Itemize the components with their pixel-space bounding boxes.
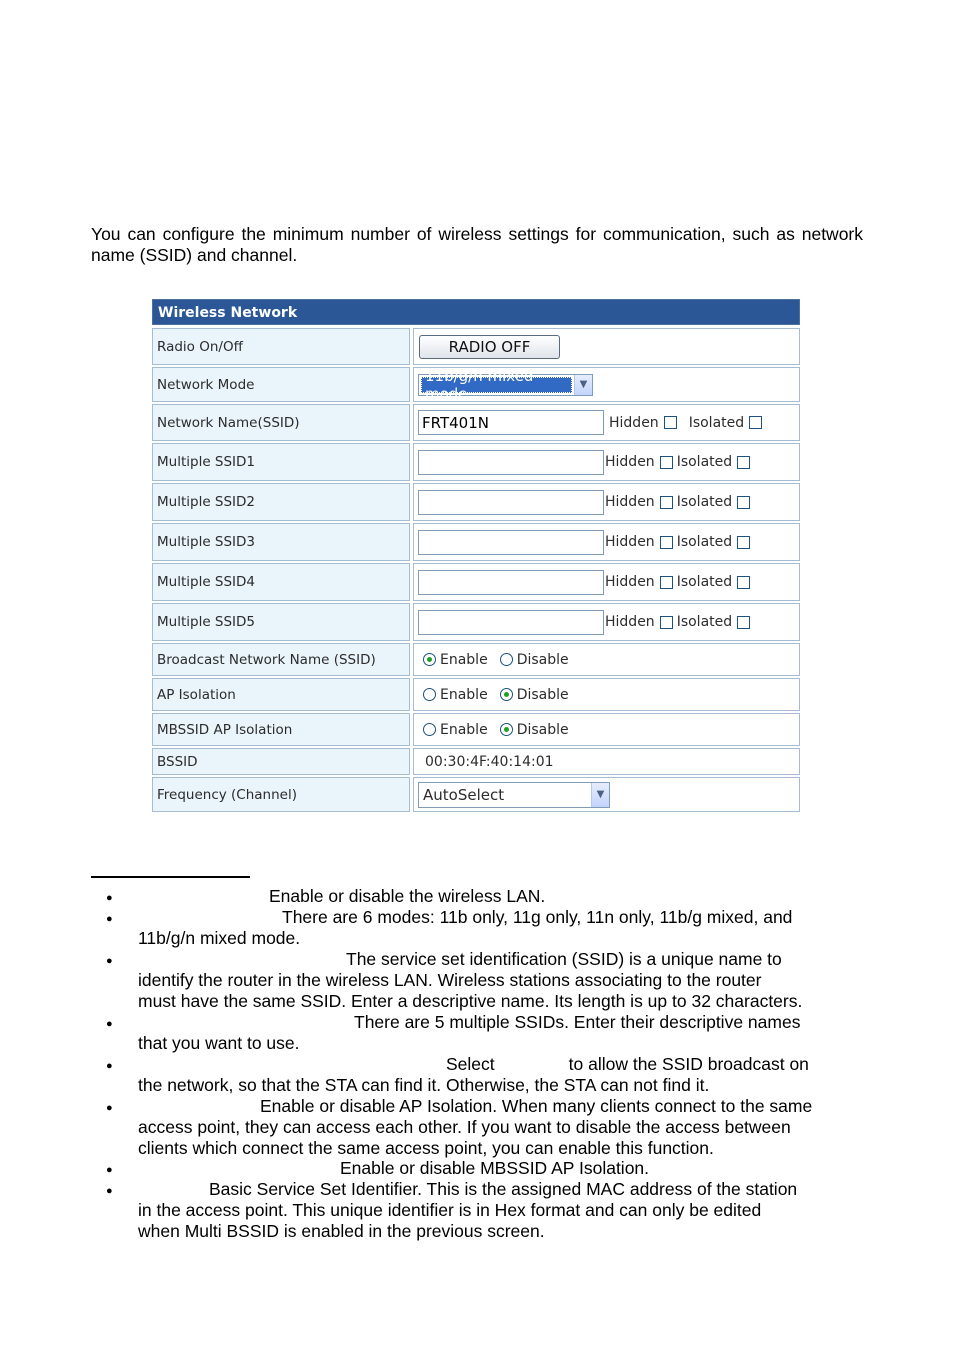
mbssid-isolation-label: MBSSID AP Isolation — [152, 713, 410, 746]
radio-value-cell — [413, 328, 800, 365]
mbssid-isolation-disable-option[interactable] — [500, 722, 569, 738]
ap-isolation-disable-radio[interactable] — [500, 688, 513, 701]
desc-line: Enable or disable AP Isolation. When many clients connect to the same — [260, 1096, 813, 1116]
multiple-ssid3-hidden-checkbox[interactable] — [660, 536, 673, 549]
multiple-ssid3-row — [152, 523, 800, 561]
radio-row — [152, 328, 800, 365]
ap-isolation-enable-label: Enable — [440, 686, 488, 703]
ap-isolation-row — [152, 678, 800, 711]
multiple-ssid2-isolated-label: Isolated — [676, 494, 733, 510]
multiple-ssid3-isolated-label: Isolated — [676, 534, 733, 550]
frequency-label: Frequency (Channel) — [152, 777, 410, 812]
ssid-hidden-label: Hidden — [609, 414, 659, 431]
multiple-ssid1-label: Multiple SSID1 — [152, 443, 410, 481]
desc-line-rest: to allow the SSID broadcast on — [568, 1054, 809, 1074]
multiple-ssid1-row — [152, 443, 800, 481]
panel-title: Wireless Network — [152, 299, 800, 325]
frequency-value-cell — [413, 777, 800, 812]
multiple-ssid4-hidden-label: Hidden — [605, 574, 655, 590]
multiple-ssid1-isolated-label: Isolated — [676, 454, 733, 470]
mbssid-isolation-row — [152, 713, 800, 746]
broadcast-ssid-row — [152, 643, 800, 676]
mbssid-isolation-enable-option[interactable] — [423, 722, 488, 738]
ssid-input[interactable]: FRT401N — [418, 410, 604, 435]
desc-line: identify the router in the wireless LAN. Wireless stations associating to the router — [138, 969, 762, 990]
bullet-icon: ● — [106, 1060, 113, 1072]
multiple-ssid1-isolated-checkbox[interactable] — [737, 456, 750, 469]
desc-line: Enable or disable the wireless LAN. — [269, 886, 546, 906]
ssid-value-cell — [413, 404, 800, 441]
multiple-ssid4-row — [152, 563, 800, 601]
desc-ssid — [106, 949, 873, 1011]
bullet-icon: ● — [106, 892, 113, 904]
broadcast-ssid-value-cell — [413, 643, 800, 676]
mbssid-isolation-disable-radio[interactable] — [500, 723, 513, 736]
desc-line: in the access point. This unique identifier is in Hex format and can only be edited — [138, 1199, 762, 1220]
frequency-row — [152, 777, 800, 812]
desc-line: that you want to use. — [138, 1032, 300, 1053]
broadcast-enable-option[interactable] — [423, 652, 488, 668]
multiple-ssid4-label: Multiple SSID4 — [152, 563, 410, 601]
ssid-label: Network Name(SSID) — [152, 404, 410, 441]
network-mode-select[interactable] — [418, 366, 593, 403]
broadcast-disable-label: Disable — [516, 651, 569, 668]
radio-off-button[interactable]: RADIO OFF — [419, 335, 560, 359]
multiple-ssid2-input[interactable] — [418, 490, 604, 515]
desc-ap-isolation — [106, 1096, 873, 1158]
desc-select-word: Select — [446, 1054, 495, 1074]
desc-radio — [106, 886, 873, 907]
desc-multiple-ssid — [106, 1012, 873, 1054]
desc-line: The service set identification (SSID) is a unique name to — [346, 949, 782, 969]
network-mode-row — [152, 367, 800, 402]
chevron-down-icon: ▼ — [591, 783, 609, 807]
desc-line: access point, they can access each other. If you want to disable the access between — [138, 1116, 791, 1137]
desc-line: There are 6 modes: 11b only, 11g only, 11n only, 11b/g mixed, and — [282, 907, 793, 927]
multiple-ssid1-value-cell — [413, 443, 800, 481]
broadcast-disable-option[interactable] — [500, 652, 569, 668]
desc-line: Basic Service Set Identifier. This is the assigned MAC address of the station — [209, 1179, 798, 1199]
multiple-ssid1-hidden-checkbox[interactable] — [660, 456, 673, 469]
desc-line — [138, 1054, 873, 1075]
ap-isolation-value-cell — [413, 678, 800, 711]
desc-mbssid-isolation — [106, 1158, 873, 1179]
ssid-row — [152, 404, 800, 441]
bullet-icon: ● — [106, 1018, 113, 1030]
multiple-ssid5-value-cell — [413, 603, 800, 641]
bullet-icon: ● — [106, 955, 113, 967]
ap-isolation-disable-option[interactable] — [500, 687, 569, 703]
network-mode-value-cell — [413, 367, 800, 402]
intro-paragraph: You can configure the minimum number of wireless settings for communication, such as network name (SSID) and channel. — [91, 224, 863, 265]
multiple-ssid1-input[interactable] — [418, 450, 604, 475]
ssid-isolated-checkbox[interactable] — [749, 416, 762, 429]
desc-line: when Multi BSSID is enabled in the previous screen. — [138, 1220, 545, 1241]
multiple-ssid5-input[interactable] — [418, 610, 604, 635]
desc-line: must have the same SSID. Enter a descriptive name. Its length is up to 32 characters. — [138, 990, 803, 1011]
desc-broadcast — [106, 1054, 873, 1096]
bullet-icon: ● — [106, 1185, 113, 1197]
frequency-select[interactable] — [418, 782, 610, 808]
broadcast-disable-radio[interactable] — [500, 653, 513, 666]
multiple-ssid5-label: Multiple SSID5 — [152, 603, 410, 641]
multiple-ssid5-isolated-checkbox[interactable] — [737, 616, 750, 629]
multiple-ssid3-hidden-label: Hidden — [605, 534, 655, 550]
multiple-ssid2-row — [152, 483, 800, 521]
multiple-ssid3-isolated-checkbox[interactable] — [737, 536, 750, 549]
multiple-ssid5-hidden-checkbox[interactable] — [660, 616, 673, 629]
desc-line: clients which connect the same access point, you can enable this function. — [138, 1137, 714, 1158]
desc-line: 11b/g/n mixed mode. — [138, 927, 301, 948]
bssid-value-cell — [413, 748, 800, 775]
ap-isolation-enable-radio[interactable] — [423, 688, 436, 701]
wireless-network-panel — [152, 299, 800, 814]
multiple-ssid5-row — [152, 603, 800, 641]
multiple-ssid2-isolated-checkbox[interactable] — [737, 496, 750, 509]
desc-network-mode — [106, 907, 873, 949]
multiple-ssid3-value-cell — [413, 523, 800, 561]
bullet-icon: ● — [106, 1164, 113, 1176]
multiple-ssid4-input[interactable] — [418, 570, 604, 595]
mbssid-isolation-enable-label: Enable — [440, 721, 488, 738]
ap-isolation-label: AP Isolation — [152, 678, 410, 711]
multiple-ssid3-label: Multiple SSID3 — [152, 523, 410, 561]
multiple-ssid2-label: Multiple SSID2 — [152, 483, 410, 521]
desc-line: Enable or disable MBSSID AP Isolation. — [340, 1158, 650, 1178]
multiple-ssid2-value-cell — [413, 483, 800, 521]
multiple-ssid2-hidden-label: Hidden — [605, 494, 655, 510]
multiple-ssid5-hidden-label: Hidden — [605, 614, 655, 630]
multiple-ssid4-isolated-label: Isolated — [676, 574, 733, 590]
multiple-ssid4-hidden-checkbox[interactable] — [660, 576, 673, 589]
ap-isolation-disable-label: Disable — [516, 686, 569, 703]
radio-label: Radio On/Off — [152, 328, 410, 365]
desc-line: There are 5 multiple SSIDs. Enter their descriptive names — [354, 1012, 801, 1032]
bssid-value: 00:30:4F:40:14:01 — [425, 753, 554, 770]
broadcast-enable-label: Enable — [440, 651, 488, 668]
frequency-selected: AutoSelect — [423, 785, 505, 804]
mbssid-isolation-disable-label: Disable — [516, 721, 569, 738]
desc-bssid — [106, 1179, 873, 1241]
network-mode-label: Network Mode — [152, 367, 410, 402]
section-underline — [91, 876, 250, 878]
ssid-hidden-checkbox[interactable] — [664, 416, 677, 429]
multiple-ssid4-value-cell — [413, 563, 800, 601]
ap-isolation-enable-option[interactable] — [423, 687, 488, 703]
multiple-ssid1-hidden-label: Hidden — [605, 454, 655, 470]
network-mode-selected: 11b/g/n mixed mode — [421, 377, 572, 393]
broadcast-enable-radio[interactable] — [423, 653, 436, 666]
mbssid-isolation-value-cell — [413, 713, 800, 746]
mbssid-isolation-enable-radio[interactable] — [423, 723, 436, 736]
ssid-isolated-label: Isolated — [688, 414, 745, 431]
bssid-label: BSSID — [152, 748, 410, 775]
multiple-ssid4-isolated-checkbox[interactable] — [737, 576, 750, 589]
chevron-down-icon: ▼ — [574, 375, 592, 395]
desc-line: the network, so that the STA can find it. Otherwise, the STA can not find it. — [138, 1074, 710, 1095]
multiple-ssid2-hidden-checkbox[interactable] — [660, 496, 673, 509]
bullet-icon: ● — [106, 913, 113, 925]
bssid-row — [152, 748, 800, 775]
multiple-ssid3-input[interactable] — [418, 530, 604, 555]
bullet-icon: ● — [106, 1102, 113, 1114]
broadcast-ssid-label: Broadcast Network Name (SSID) — [152, 643, 410, 676]
multiple-ssid5-isolated-label: Isolated — [676, 614, 733, 630]
